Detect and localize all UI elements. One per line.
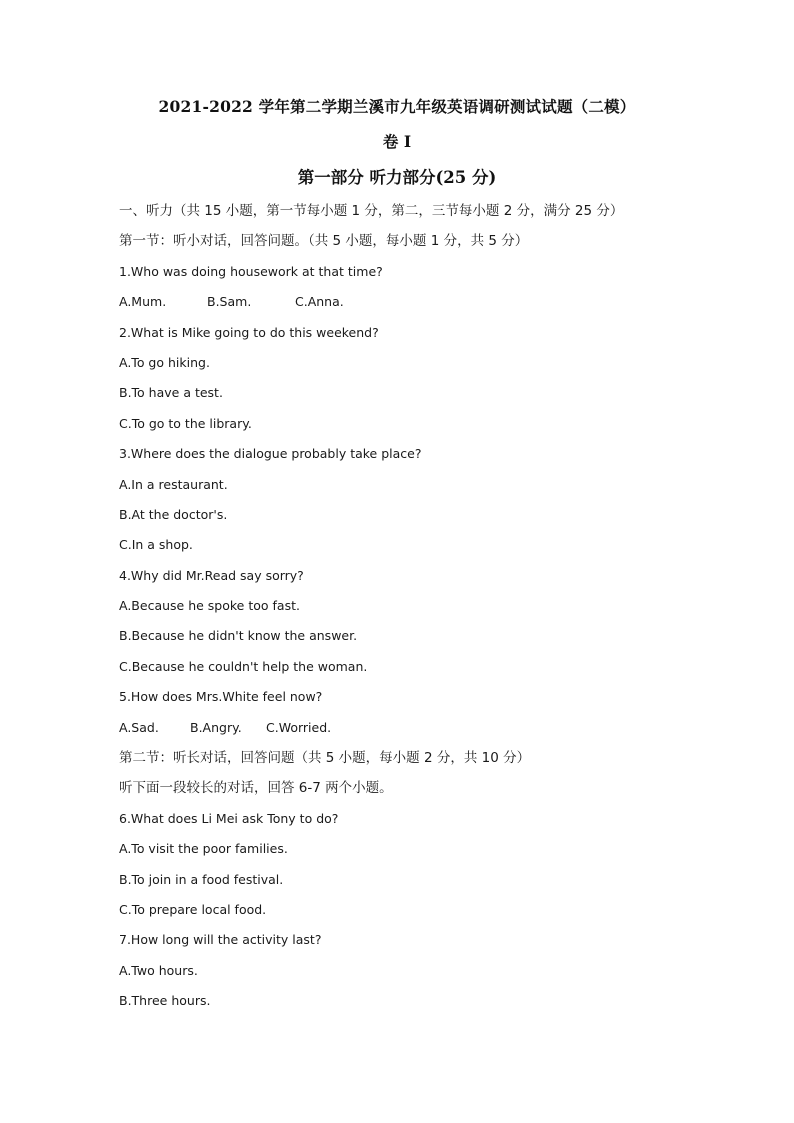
question-6-option-c: C.To prepare local food.	[119, 901, 267, 917]
question-2-option-a: A.To go hiking.	[119, 354, 210, 370]
question-7-option-b: B.Three hours.	[119, 993, 211, 1009]
exam-body	[119, 196, 739, 1017]
question-5-option-c: C.Worried.	[266, 719, 332, 735]
exam-title: 2021-2022 学年第二学期兰溪市九年级英语调研测试试题（二模）	[158, 97, 636, 116]
question-2-option-c: C.To go to the library.	[119, 415, 252, 431]
question-1-options	[119, 287, 739, 317]
question-2-option-b: B.To have a test.	[119, 385, 223, 401]
question-3-option-b: B.At the doctor's.	[119, 506, 228, 522]
question-1-option-c: C.Anna.	[295, 294, 344, 310]
question-3-option-c: C.In a shop.	[119, 537, 193, 553]
question-2-stem: 2.What is Mike going to do this weekend?	[119, 324, 379, 340]
question-6-option-a: A.To visit the poor families.	[119, 841, 288, 857]
question-3-stem: 3.Where does the dialogue probably take place?	[119, 446, 422, 462]
question-7-stem: 7.How long will the activity last?	[119, 932, 322, 948]
question-5-option-b: B.Angry.	[190, 719, 242, 735]
listening-intro: 一、听力（共 15 小题，第一节每小题 1 分，第二，三节每小题 2 分，满分 25 分）	[119, 203, 624, 219]
question-4-option-c: C.Because he couldn't help the woman.	[119, 658, 368, 674]
section1-intro: 第一节：听小对话，回答问题。（共 5 小题，每小题 1 分，共 5 分）	[119, 233, 529, 250]
question-1-option-a: A.Mum.	[119, 294, 167, 310]
question-5-option-a: A.Sad.	[119, 719, 159, 735]
question-6-stem: 6.What does Li Mei ask Tony to do?	[119, 810, 339, 826]
question-7-option-a: A.Two hours.	[119, 962, 198, 978]
question-3-option-a: A.In a restaurant.	[119, 476, 228, 492]
question-4-option-a: A.Because he spoke too fast.	[119, 598, 300, 614]
question-4-option-b: B.Because he didn't know the answer.	[119, 628, 358, 644]
section2-intro: 第二节：听长对话，回答问题（共 5 小题，每小题 2 分，共 10 分）	[119, 750, 531, 767]
question-1-stem: 1.Who was doing housework at that time?	[119, 263, 383, 279]
question-4-stem: 4.Why did Mr.Read say sorry?	[119, 567, 304, 583]
question-5-options	[119, 713, 739, 743]
section2-subintro: 听下面一段较长的对话，回答 6-7 两个小题。	[119, 780, 393, 797]
volume-label: 卷 I	[382, 132, 412, 151]
question-6-option-b: B.To join in a food festival.	[119, 871, 284, 887]
question-1-option-b: B.Sam.	[207, 294, 252, 310]
part-heading: 第一部分 听力部分(25 分)	[297, 168, 497, 187]
question-5-stem: 5.How does Mrs.White feel now?	[119, 689, 323, 705]
